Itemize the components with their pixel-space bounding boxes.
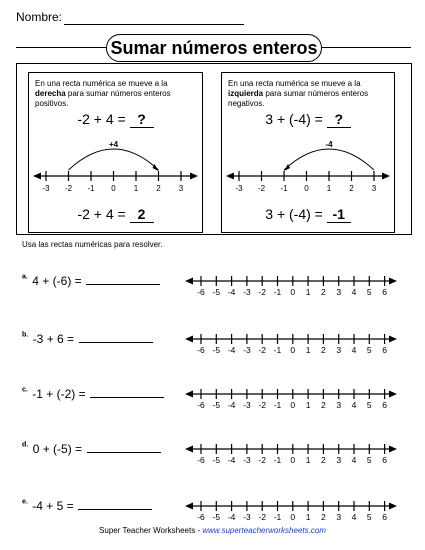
question-equation: -2 + 4 = — [77, 111, 130, 127]
example-box-left — [221, 72, 395, 233]
answer-equation: -2 + 4 = — [77, 206, 130, 222]
tick-label: -2 — [258, 287, 266, 297]
tick-label: 0 — [304, 184, 309, 193]
tick-label: 2 — [321, 287, 326, 297]
tick-label: -4 — [227, 287, 236, 297]
intro-text: para sumar números enteros negativos. — [228, 89, 369, 108]
tick-label: -3 — [42, 184, 50, 193]
tick-label: -3 — [243, 400, 251, 410]
practice-number-line — [183, 441, 403, 471]
tick-label: 3 — [336, 345, 342, 355]
example-box-right — [28, 72, 203, 233]
tick-label: -5 — [212, 455, 221, 465]
intro-bold-word: derecha — [35, 89, 66, 98]
answer-blank[interactable] — [90, 387, 164, 398]
tick-label: -6 — [197, 455, 205, 465]
tick-label: -3 — [235, 184, 243, 193]
tick-label: 1 — [305, 287, 311, 297]
problem-row — [22, 497, 152, 515]
footer-text: Super Teacher Worksheets - — [99, 526, 203, 535]
tick-label: 5 — [366, 400, 372, 410]
tick-label: -4 — [227, 512, 236, 522]
intro-text: En una recta numérica se mueve a la — [35, 79, 168, 88]
problem-equation: 0 + (-5) = — [32, 442, 83, 456]
problem-equation: -4 + 5 = — [32, 499, 74, 513]
tick-label: -2 — [258, 345, 266, 355]
question-equation: 3 + (-4) = — [265, 111, 327, 127]
intro-bold-word: izquierda — [228, 89, 264, 98]
problem-letter: a. — [22, 273, 28, 281]
arrow-right-icon — [389, 503, 397, 510]
example-answer — [222, 206, 394, 223]
page-title: Sumar números enteros — [106, 34, 322, 62]
tick-label: -6 — [197, 400, 205, 410]
tick-label: -5 — [212, 400, 221, 410]
tick-label: 2 — [321, 455, 326, 465]
tick-label: 3 — [336, 400, 342, 410]
answer-blank[interactable] — [78, 499, 152, 510]
tick-label: -5 — [212, 512, 221, 522]
intro-text: En una recta numérica se mueve a la — [228, 79, 361, 88]
tick-label: 6 — [382, 512, 387, 522]
tick-label: -1 — [273, 512, 282, 522]
answer-blank[interactable] — [87, 442, 161, 453]
problem-equation: -3 + 6 = — [32, 332, 75, 346]
tick-label: -2 — [258, 400, 266, 410]
problem-row — [22, 330, 153, 348]
answer-blank[interactable] — [79, 332, 153, 343]
tick-label: -3 — [243, 287, 251, 297]
jump-arc — [284, 149, 374, 170]
tick-label: 2 — [321, 400, 326, 410]
arrow-left-icon — [226, 173, 234, 180]
tick-label: 4 — [351, 455, 357, 465]
tick-label: 4 — [351, 287, 357, 297]
tick-label: 0 — [111, 184, 116, 193]
intro-text: para sumar números enteros positivos. — [35, 89, 171, 108]
name-label: Nombre: — [16, 10, 63, 24]
name-blank-line[interactable] — [64, 24, 244, 25]
tick-label: 5 — [366, 345, 372, 355]
tick-label: 4 — [351, 512, 357, 522]
practice-number-line — [183, 498, 403, 528]
question-mark: ? — [327, 111, 351, 128]
practice-number-line — [183, 331, 403, 361]
jump-arc — [69, 149, 159, 170]
problem-row — [22, 440, 161, 458]
tick-label: 3 — [371, 184, 377, 193]
tick-label: 1 — [305, 345, 311, 355]
tick-label: -1 — [273, 345, 282, 355]
jump-label: -4 — [325, 140, 333, 149]
tick-label: 2 — [156, 184, 161, 193]
tick-label: -1 — [87, 184, 95, 193]
tick-label: 0 — [290, 345, 296, 355]
tick-label: 5 — [366, 512, 372, 522]
arrow-left-icon — [185, 336, 193, 343]
tick-label: 0 — [290, 287, 296, 297]
answer-blank[interactable] — [86, 274, 160, 285]
instruction: Usa las rectas numéricas para resolver. — [22, 240, 163, 249]
tick-label: -3 — [243, 345, 251, 355]
tick-label: 0 — [290, 512, 296, 522]
jump-label: +4 — [108, 140, 119, 149]
tick-label: -5 — [212, 345, 221, 355]
tick-label: 1 — [326, 184, 332, 193]
tick-label: 3 — [336, 287, 342, 297]
tick-label: 2 — [349, 184, 354, 193]
example-answer — [29, 206, 202, 223]
answer-value: -1 — [327, 206, 351, 223]
arrow-right-icon — [389, 446, 397, 453]
tick-label: -3 — [243, 512, 251, 522]
tick-label: -2 — [257, 184, 266, 193]
tick-label: 2 — [321, 512, 326, 522]
arrow-right-icon — [389, 391, 397, 398]
arrow-right-icon — [190, 173, 198, 180]
tick-label: 0 — [290, 455, 296, 465]
tick-label: 3 — [336, 512, 342, 522]
tick-label: -2 — [258, 512, 266, 522]
arrow-left-icon — [185, 446, 193, 453]
footer — [0, 526, 425, 535]
practice-number-line — [183, 273, 403, 303]
problem-equation: 4 + (-6) = — [32, 274, 82, 288]
tick-label: 1 — [305, 512, 311, 522]
arrow-left-icon — [185, 503, 193, 510]
tick-label: 5 — [366, 455, 372, 465]
problem-equation: -1 + (-2) = — [32, 387, 86, 401]
problem-letter: d. — [22, 441, 29, 449]
tick-label: 6 — [382, 287, 387, 297]
tick-label: 2 — [321, 345, 326, 355]
tick-label: -1 — [273, 400, 282, 410]
tick-label: 0 — [290, 400, 296, 410]
tick-label: -2 — [64, 184, 73, 193]
tick-label: -4 — [227, 345, 236, 355]
tick-label: 1 — [305, 455, 311, 465]
arrow-right-icon — [382, 173, 390, 180]
tick-label: -6 — [197, 345, 205, 355]
tick-label: 4 — [351, 400, 357, 410]
practice-number-line — [183, 386, 403, 416]
tick-label: 6 — [382, 400, 387, 410]
tick-label: 3 — [336, 455, 342, 465]
tick-label: 1 — [305, 400, 311, 410]
tick-label: -6 — [197, 512, 205, 522]
arrow-right-icon — [389, 336, 397, 343]
tick-label: -1 — [273, 287, 282, 297]
arrow-left-icon — [185, 278, 193, 285]
problem-letter: e. — [22, 498, 28, 506]
problem-letter: b. — [22, 331, 29, 339]
question-mark: ? — [130, 111, 154, 128]
tick-label: -4 — [227, 455, 236, 465]
tick-label: 4 — [351, 345, 357, 355]
tick-label: 6 — [382, 455, 387, 465]
tick-label: -6 — [197, 287, 205, 297]
tick-label: 3 — [178, 184, 184, 193]
tick-label: -5 — [212, 287, 221, 297]
problem-row — [22, 272, 160, 290]
answer-equation: 3 + (-4) = — [265, 206, 327, 222]
tick-label: -3 — [243, 455, 251, 465]
problem-letter: c. — [22, 386, 28, 394]
tick-label: -1 — [273, 455, 282, 465]
tick-label: -1 — [280, 184, 288, 193]
answer-value: 2 — [130, 206, 154, 223]
tick-label: 6 — [382, 345, 387, 355]
problem-row — [22, 385, 164, 403]
tick-label: -4 — [227, 400, 236, 410]
arrow-left-icon — [33, 173, 41, 180]
tick-label: 5 — [366, 287, 372, 297]
arrow-right-icon — [389, 278, 397, 285]
arrow-left-icon — [185, 391, 193, 398]
footer-link[interactable]: www.superteacherworksheets.com — [202, 526, 326, 535]
tick-label: -2 — [258, 455, 266, 465]
tick-label: 1 — [133, 184, 139, 193]
